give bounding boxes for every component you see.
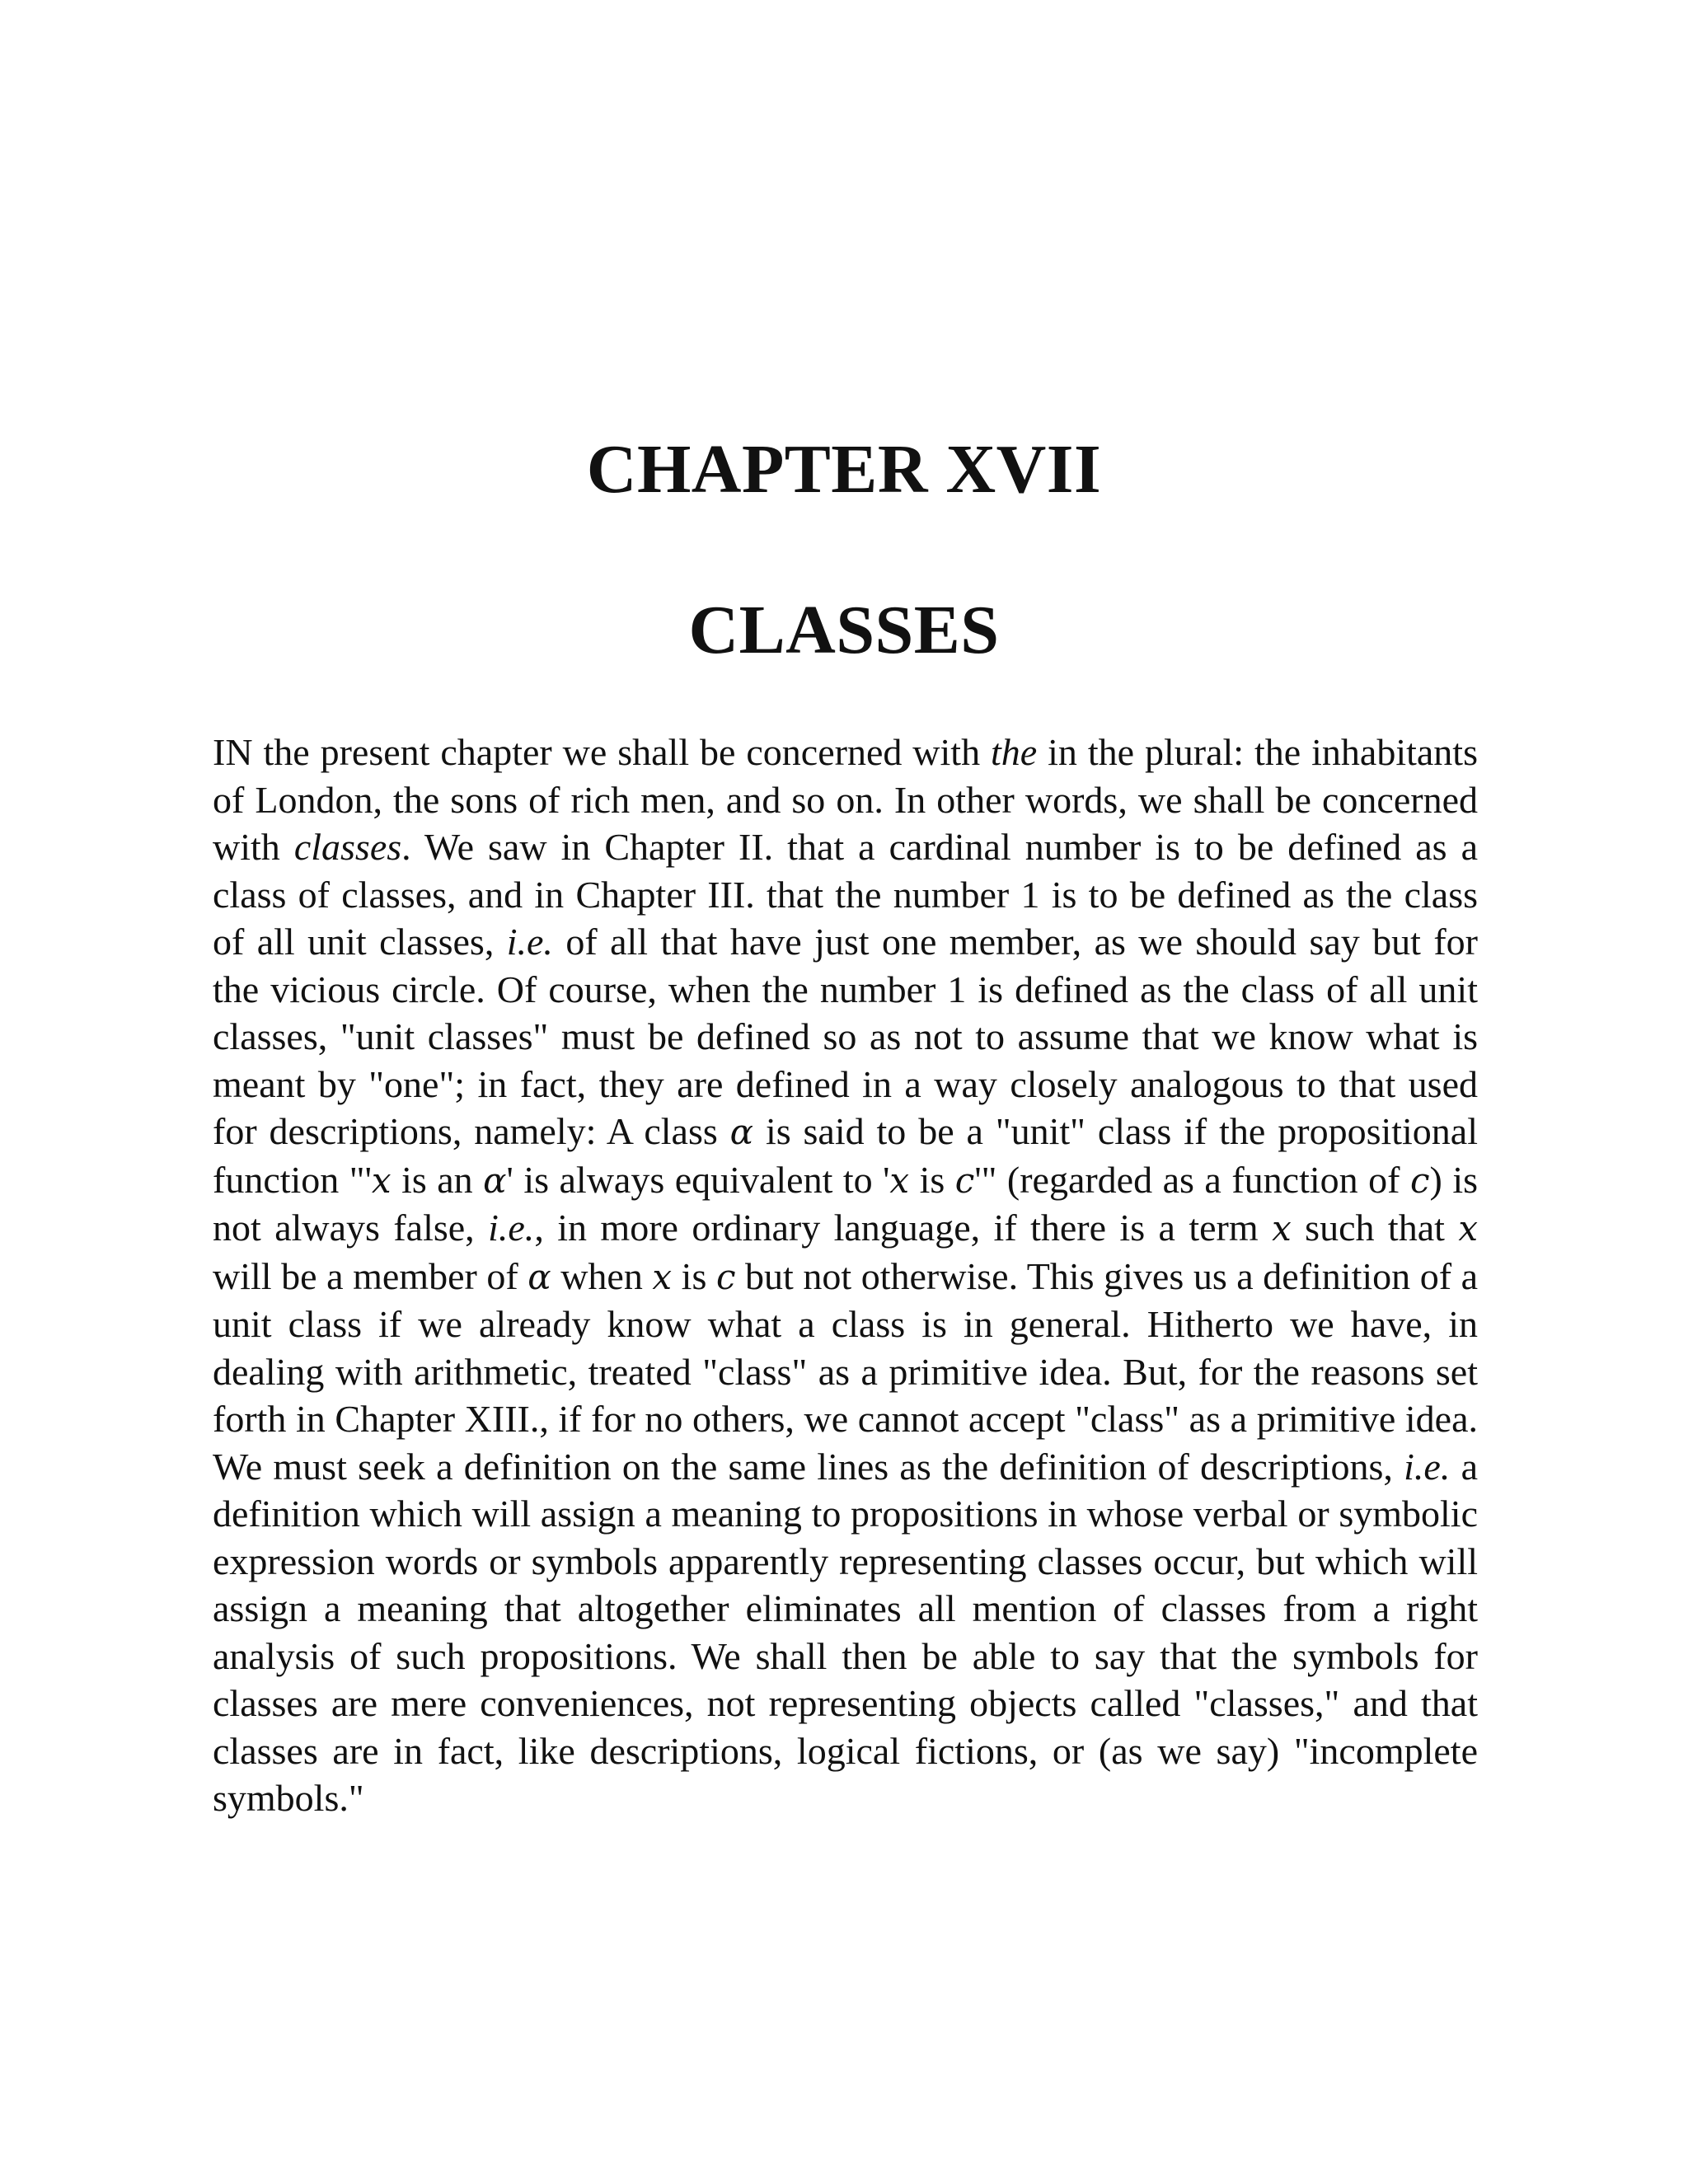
text-run: will be a member of xyxy=(213,1254,528,1297)
text-run: is xyxy=(672,1254,716,1297)
chapter-title: CLASSES xyxy=(688,592,1000,668)
text-run: of all that have just one member, as we should say but for the vicious circle. Of course, when the number 1 is defined as the class of all unit classes, "unit classes" must be defined so as not to assume that we know what is meant by "one"; in fact, they are defined in a way closely analogous to that used for descriptions, namely: A class xyxy=(213,921,1478,1152)
text-run: . We saw in Chapter II. that a cardinal number is to be defined as a class of classes, and in Chapter III. that the number 1 is to be defined as the class of all unit classes, xyxy=(213,826,1478,963)
chapter-heading: CHAPTER XVII xyxy=(586,431,1102,508)
text-run: IN the present chapter we shall be concerned with xyxy=(213,731,992,773)
text-run: is an xyxy=(391,1158,484,1201)
text-run: when xyxy=(551,1254,653,1297)
italic-term: i.e. xyxy=(488,1207,535,1249)
italic-term: the xyxy=(991,731,1038,773)
math-symbol: x xyxy=(889,1160,910,1201)
math-symbol: c xyxy=(1409,1160,1430,1201)
math-symbol: x xyxy=(1458,1208,1478,1249)
text-run: '" (regarded as a function of xyxy=(974,1158,1410,1201)
text-run: is said to be a "unit" class if the propositional function "' xyxy=(213,1110,1479,1201)
body-paragraph xyxy=(213,729,1478,1822)
math-symbol: x xyxy=(1272,1208,1292,1249)
math-symbol: c xyxy=(715,1256,736,1297)
text-run: ' is always equivalent to ' xyxy=(506,1158,890,1201)
math-symbol: α xyxy=(528,1256,551,1297)
math-symbol: x xyxy=(652,1256,673,1297)
text-run: is xyxy=(909,1158,955,1201)
text-run: such that xyxy=(1291,1207,1459,1249)
italic-term: i.e. xyxy=(506,921,553,963)
text-run: , in more ordinary language, if there is a term xyxy=(534,1207,1273,1249)
math-symbol: α xyxy=(483,1160,507,1201)
text-run: a definition which will assign a meaning to propositions in whose verbal or symbolic expression words or symbols apparently representing classes occur, but which will assign a meaning that altogether eliminates all mention of classes from a right analysis of such propositions. We shall then be able to say that the symbols for classes are mere conveniences, not representing objects called "classes," and that classes are in fact, like descriptions, logical fictions, or (as we say) "incomplete symbols." xyxy=(213,1445,1479,1819)
math-symbol: α xyxy=(729,1112,754,1152)
text-run: in the plural: the inhabitants of London, the sons of rich men, and so on. In other words, we shall be concerned with xyxy=(213,731,1478,868)
math-symbol: x xyxy=(371,1160,392,1201)
text-run: ) is not always false, xyxy=(213,1158,1479,1249)
math-symbol: c xyxy=(954,1160,975,1201)
text-run: but not otherwise. This gives us a definition of a unit class if we already know what a class is in general. Hitherto we have, in dealing with arithmetic, treated "class" as a primitive idea. But, for the reasons set forth in Chapter XIII., if for no others, we cannot accept "class" as a primitive idea. We must seek a definition on the same lines as the definition of descriptions, xyxy=(213,1254,1478,1488)
italic-term: classes xyxy=(293,826,402,868)
italic-term: i.e. xyxy=(1404,1445,1451,1488)
